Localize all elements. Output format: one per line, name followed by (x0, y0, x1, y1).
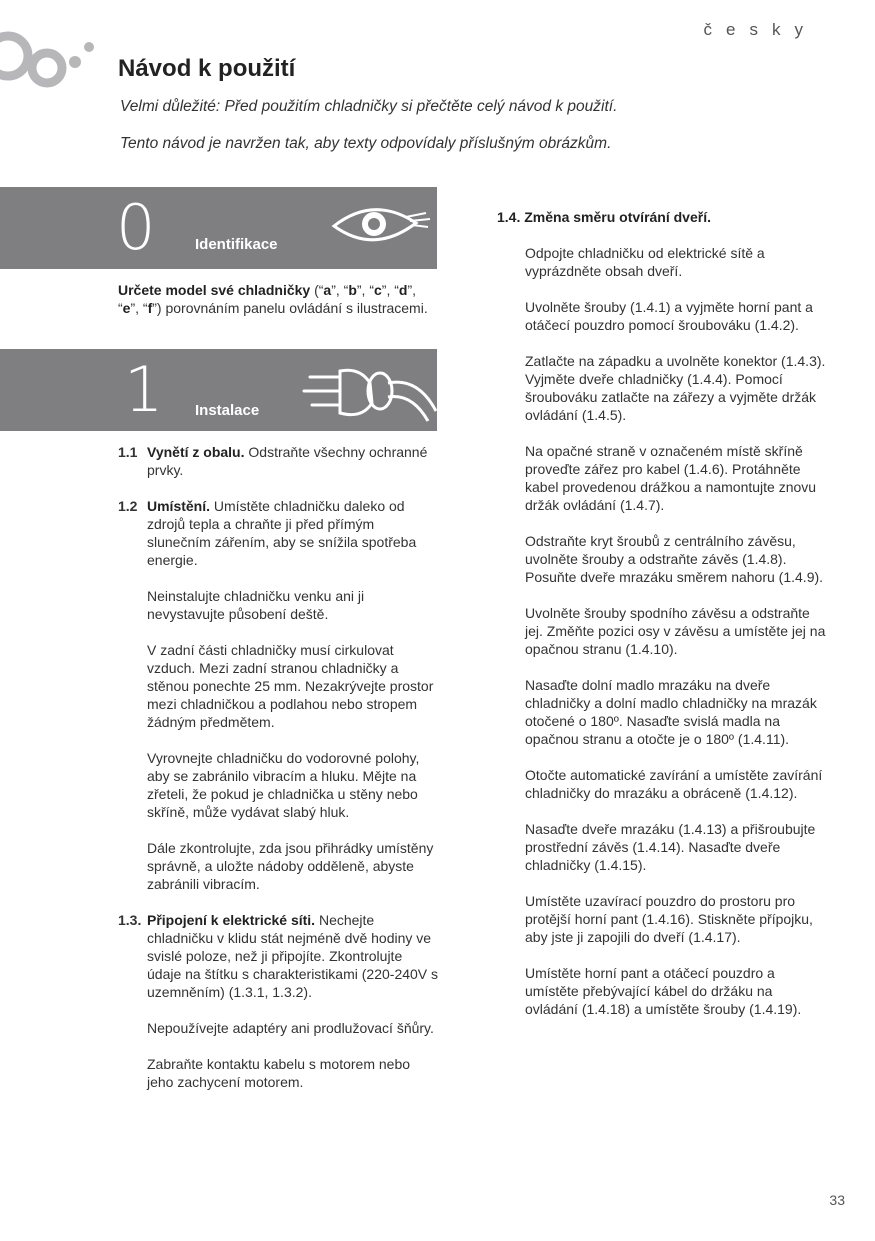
door-reversal-content (497, 208, 827, 1018)
door-step: Nasaďte dveře mrazáku (1.4.13) a přišroubujte prostřední závěs (1.4.14). Nasaďte dveře chladničky (1.4.15). (525, 821, 816, 873)
section-banner-installation (0, 349, 437, 431)
intro-important: Velmi důležité: Před použitím chladničky si přečtěte celý návod k použití. (120, 98, 618, 115)
section-label: Instalace (195, 402, 260, 419)
page-number: 33 (829, 1192, 845, 1208)
section-label: Identifikace (195, 236, 278, 253)
section-1-3-p3: Zabraňte kontaktu kabelu s motorem nebo jeho zachycení motorem. (147, 1056, 411, 1090)
plug-icon (300, 361, 440, 425)
section-1-2-p4: Vyrovnejte chladničku do vodorovné polohy, aby se zabránilo vibracím a hluku. Mějte na zřeteli, že pokud je chladnička u stěny nebo skříně, může vydávat slabý hluk. (147, 750, 420, 820)
door-step: Odstraňte kryt šroubů z centrálního závěsu, uvolněte šrouby a odstraňte závěs (1.4.8). Posuňte dveře mrazáku směrem nahoru (1.4.9). (525, 533, 824, 585)
section-banner-identification (0, 187, 437, 269)
section-number: 1 (124, 353, 164, 426)
door-step: Umístěte horní pant a otáčecí pouzdro a umístěte přebývající kábel do držáku na ovládání (1.4.18) a umístěte šrouby (1.4.19). (525, 965, 802, 1017)
intro-note: Tento návod je navržen tak, aby texty odpovídaly příslušným obrázkům. (120, 135, 612, 152)
eye-icon (330, 199, 432, 251)
language-label: česky (703, 20, 817, 39)
brand-logo-icon (0, 18, 100, 98)
installation-content (118, 443, 440, 1091)
page-title: Návod k použití (118, 55, 296, 82)
section-1-2: 1.2 Umístění. Umístěte chladničku daleko od zdrojů tepla a chraňte ji před přímým slunečním zářením, aby se snížila spotřeba energie. (118, 498, 417, 568)
door-step: Uvolněte šrouby (1.4.1) a vyjměte horní pant a otáčecí pouzdro pomocí šroubováku (1.4.2). (525, 299, 813, 333)
door-step: Na opačné straně v označeném místě skříně proveďte zářez pro kabel (1.4.6). Protáhněte kabel provedenou drážkou a namontujte znovu držák ovládání (1.4.7). (525, 443, 817, 513)
section-1-4-heading: 1.4. Změna směru otvírání dveří. (497, 209, 711, 225)
identification-text: Určete model své chladničky (“a”, “b”, “c”, “d”, “e”, “f”) porovnáním panelu ovládání s ilustracemi. (118, 282, 428, 316)
section-1-2-p5: Dále zkontrolujte, zda jsou přihrádky umístěny správně, a uložte nádoby odděleně, abyste zabránili vibracím. (147, 840, 434, 892)
door-step: Umístěte uzavírací pouzdro do prostoru pro protější horní pant (1.4.16). Stiskněte přípojku, aby jste ji zapojili do dveří (1.4.17). (525, 893, 813, 945)
section-1-3-p2: Nepoužívejte adaptéry ani prodlužovací šňůry. (147, 1020, 434, 1036)
section-1-3: 1.3. Připojení k elektrické síti. Nechejte chladničku v klidu stát nejméně dvě hodiny ve svislé poloze, než ji připojíte. Zkontrolujte údaje na štítku s charakteristikami (220-240V s uzemněním) (1.3.1, 1.3.2). (118, 912, 439, 1000)
door-step: Zatlačte na západku a uvolněte konektor (1.4.3). Vyjměte dveře chladničky (1.4.4). Pomocí šroubováku zatlačte na zářezy a vyjměte držák ovládání (1.4.5). (525, 353, 826, 423)
section-1-2-p3: V zadní části chladničky musí cirkulovat vzduch. Mezi zadní stranou chladničky a stěnou ponechte 25 mm. Nezakrývejte prostor mezi chladničkou a podlahou nebo stropem žádným předmětem. (147, 642, 434, 730)
door-step: Nasaďte dolní madlo mrazáku na dveře chladničky a dolní madlo chladničky na mrazák otočené o 180º. Nasaďte svislá madla na opačnou stranu a otočte je o 180º (1.4.11). (525, 677, 817, 747)
door-step: Odpojte chladničku od elektrické sítě a vyprázdněte obsah dveří. (525, 245, 765, 279)
section-number: 0 (116, 191, 156, 264)
section-1-2-p2: Neinstalujte chladničku venku ani ji nevystavujte působení deště. (147, 588, 365, 622)
section-1-1: 1.1 Vynětí z obalu. Odstraňte všechny ochranné prvky. (118, 444, 428, 478)
door-step: Otočte automatické zavírání a umístěte zavírání chladničky do mrazáku a obráceně (1.4.12). (525, 767, 823, 801)
door-step: Uvolněte šrouby spodního závěsu a odstraňte jej. Změňte pozici osy v závěsu a umístěte jej na opačnou stranu (1.4.10). (525, 605, 826, 657)
